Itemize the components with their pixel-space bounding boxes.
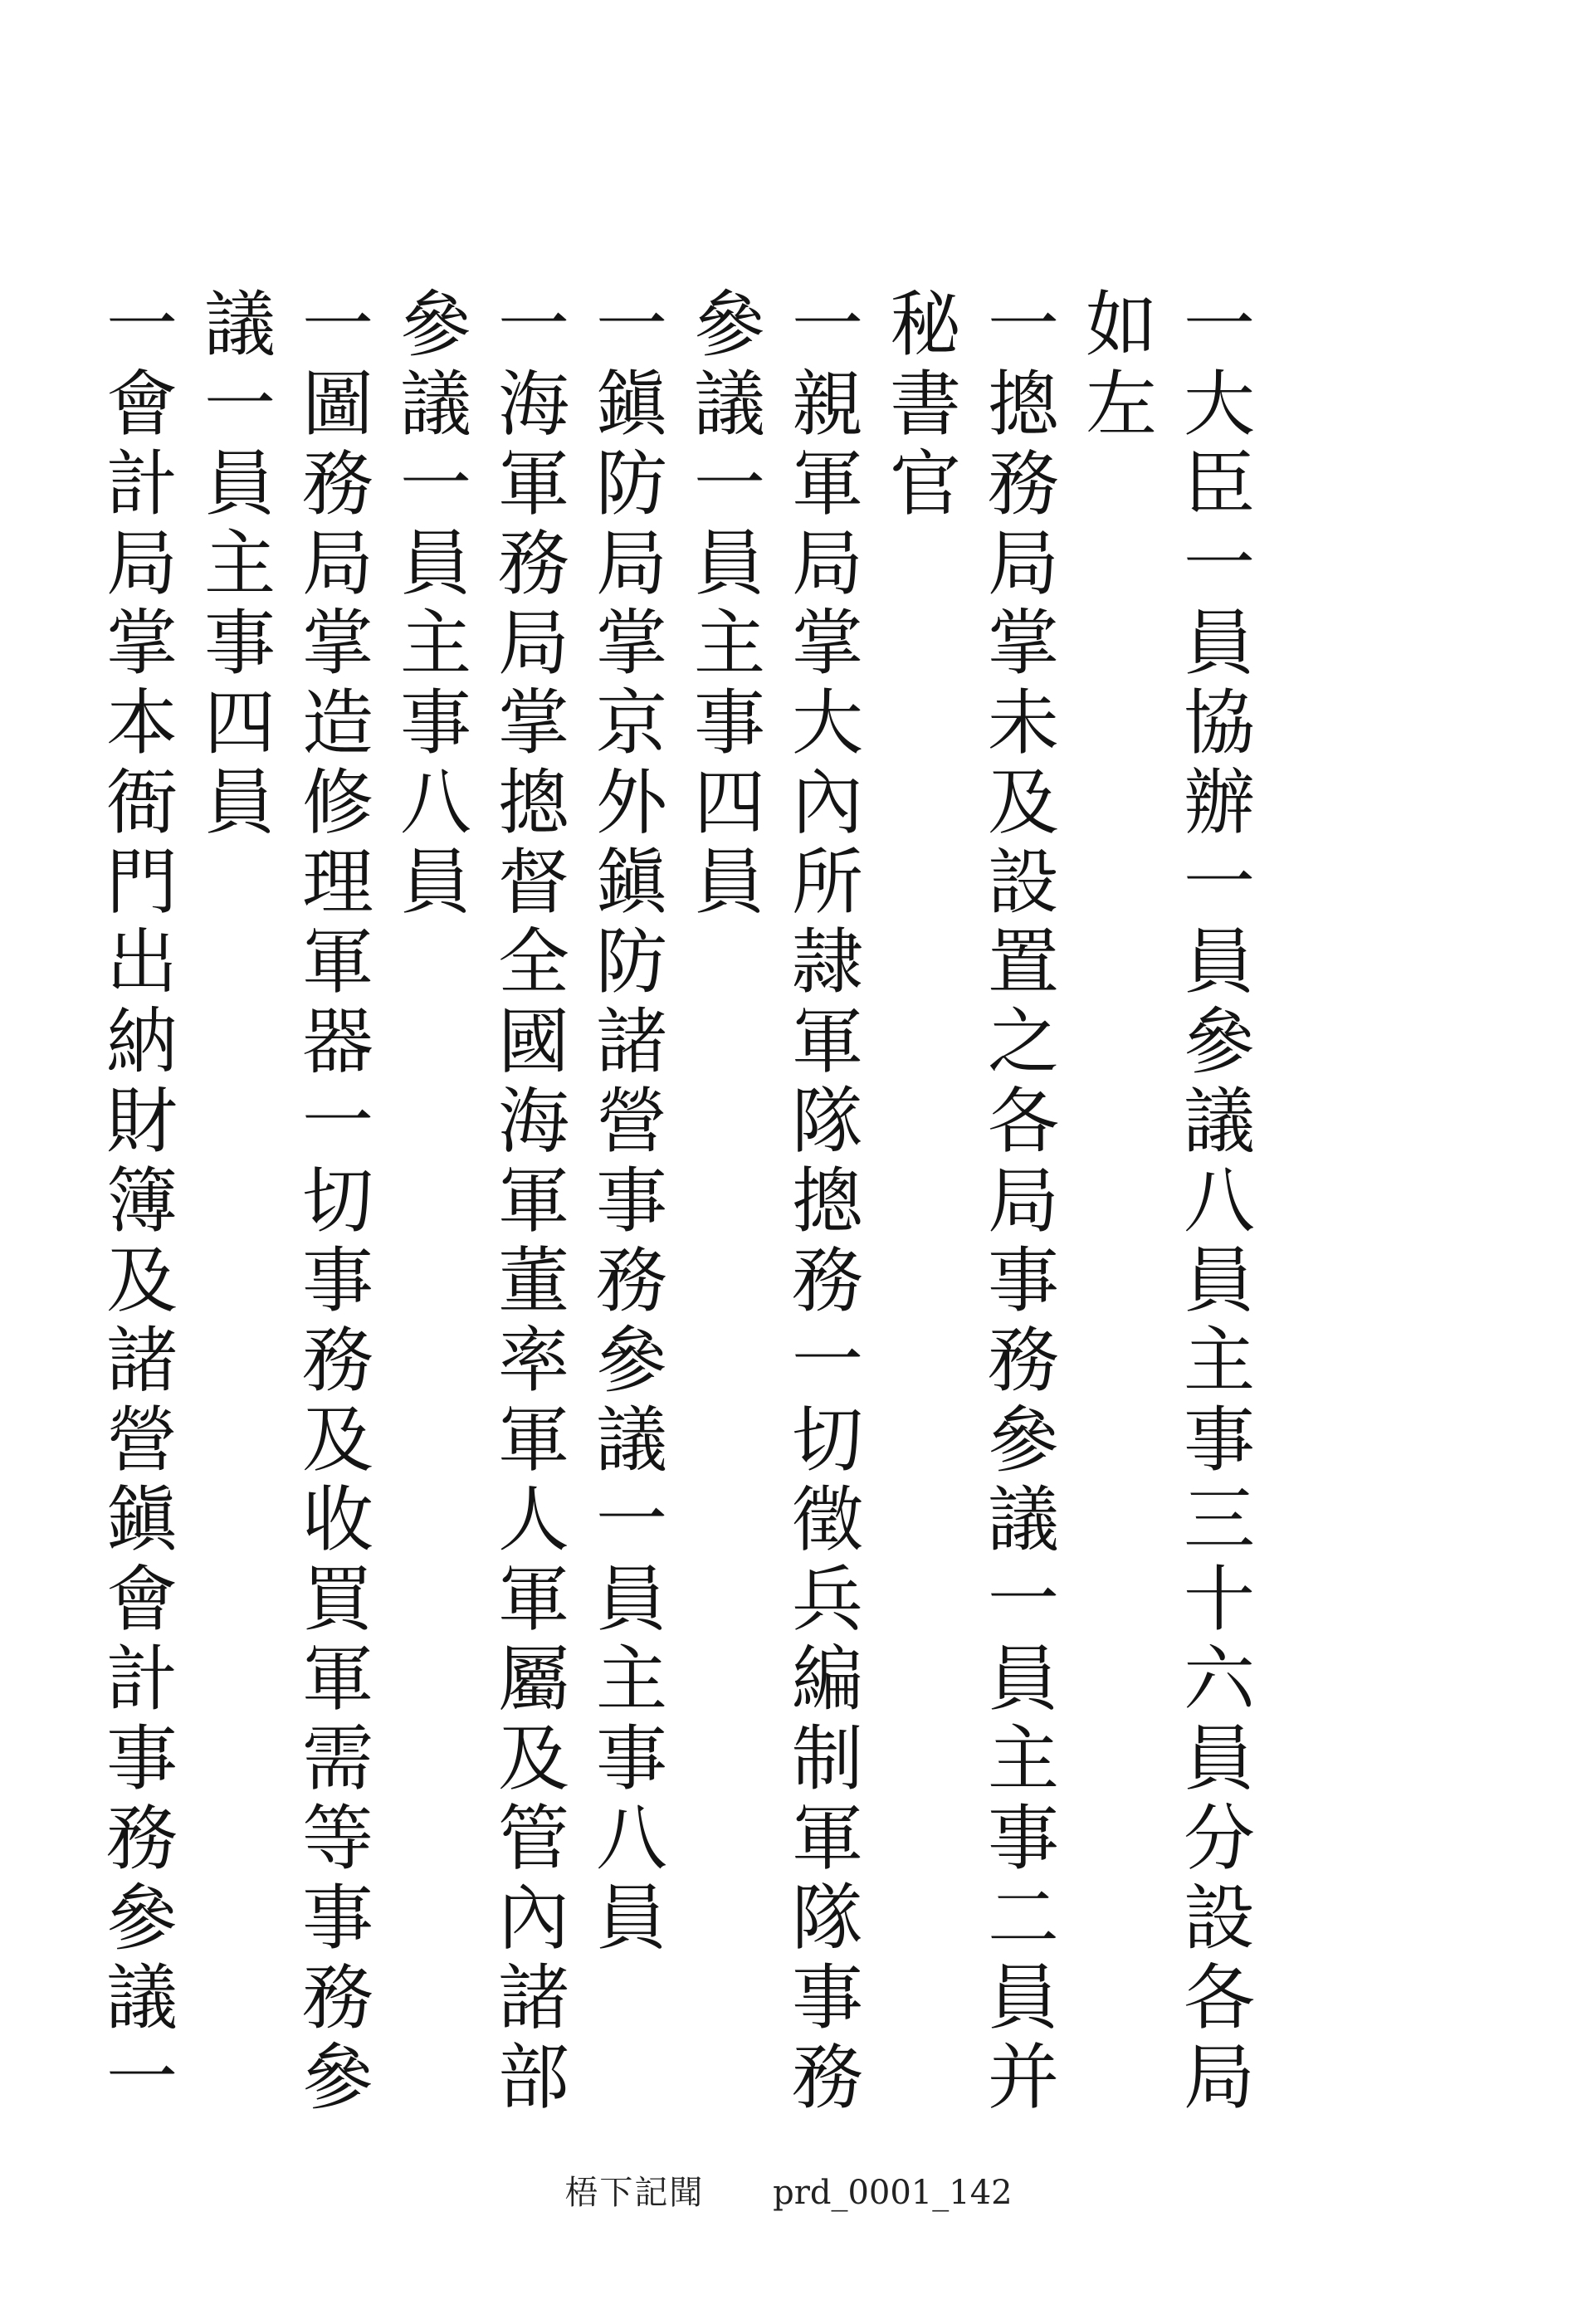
page-identifier: prd_0001_142 [773, 2174, 1013, 2212]
manuscript-text-block [86, 286, 1262, 2119]
manuscript-column: 如左 [1073, 286, 1156, 446]
book-title: 梧下記聞 [564, 2174, 705, 2212]
manuscript-column: 一大臣一員協辦一員參議八員主事三十六員分設各局 [1171, 286, 1254, 2119]
manuscript-column: 參議一員主事四員 [681, 286, 764, 924]
manuscript-column: 一圖務局掌造修理軍器一切事務及收買軍需等事務參 [290, 286, 373, 2119]
manuscript-column: 議一員主事四員 [192, 286, 275, 844]
manuscript-column: 一鎭防局掌京外鎭防諸營事務參議一員主事八員 [583, 286, 666, 1960]
manuscript-column: 一親軍局掌大內所隷軍隊摠務一切徵兵編制軍隊事務 [779, 286, 862, 2119]
manuscript-column: 一會計局掌本衙門出納財簿及諸營鎭會計事務參議一 [94, 286, 177, 2119]
manuscript-column: 秘書官 [877, 286, 960, 525]
page-footer [0, 2166, 1577, 2214]
manuscript-column: 一海軍務局掌摠督全國海軍董率軍人軍屬及管內諸部 [486, 286, 569, 2119]
manuscript-column: 參議一員主事八員 [388, 286, 471, 924]
manuscript-column: 一摠務局掌未及設置之各局事務參議一員主事二員并 [975, 286, 1058, 2119]
